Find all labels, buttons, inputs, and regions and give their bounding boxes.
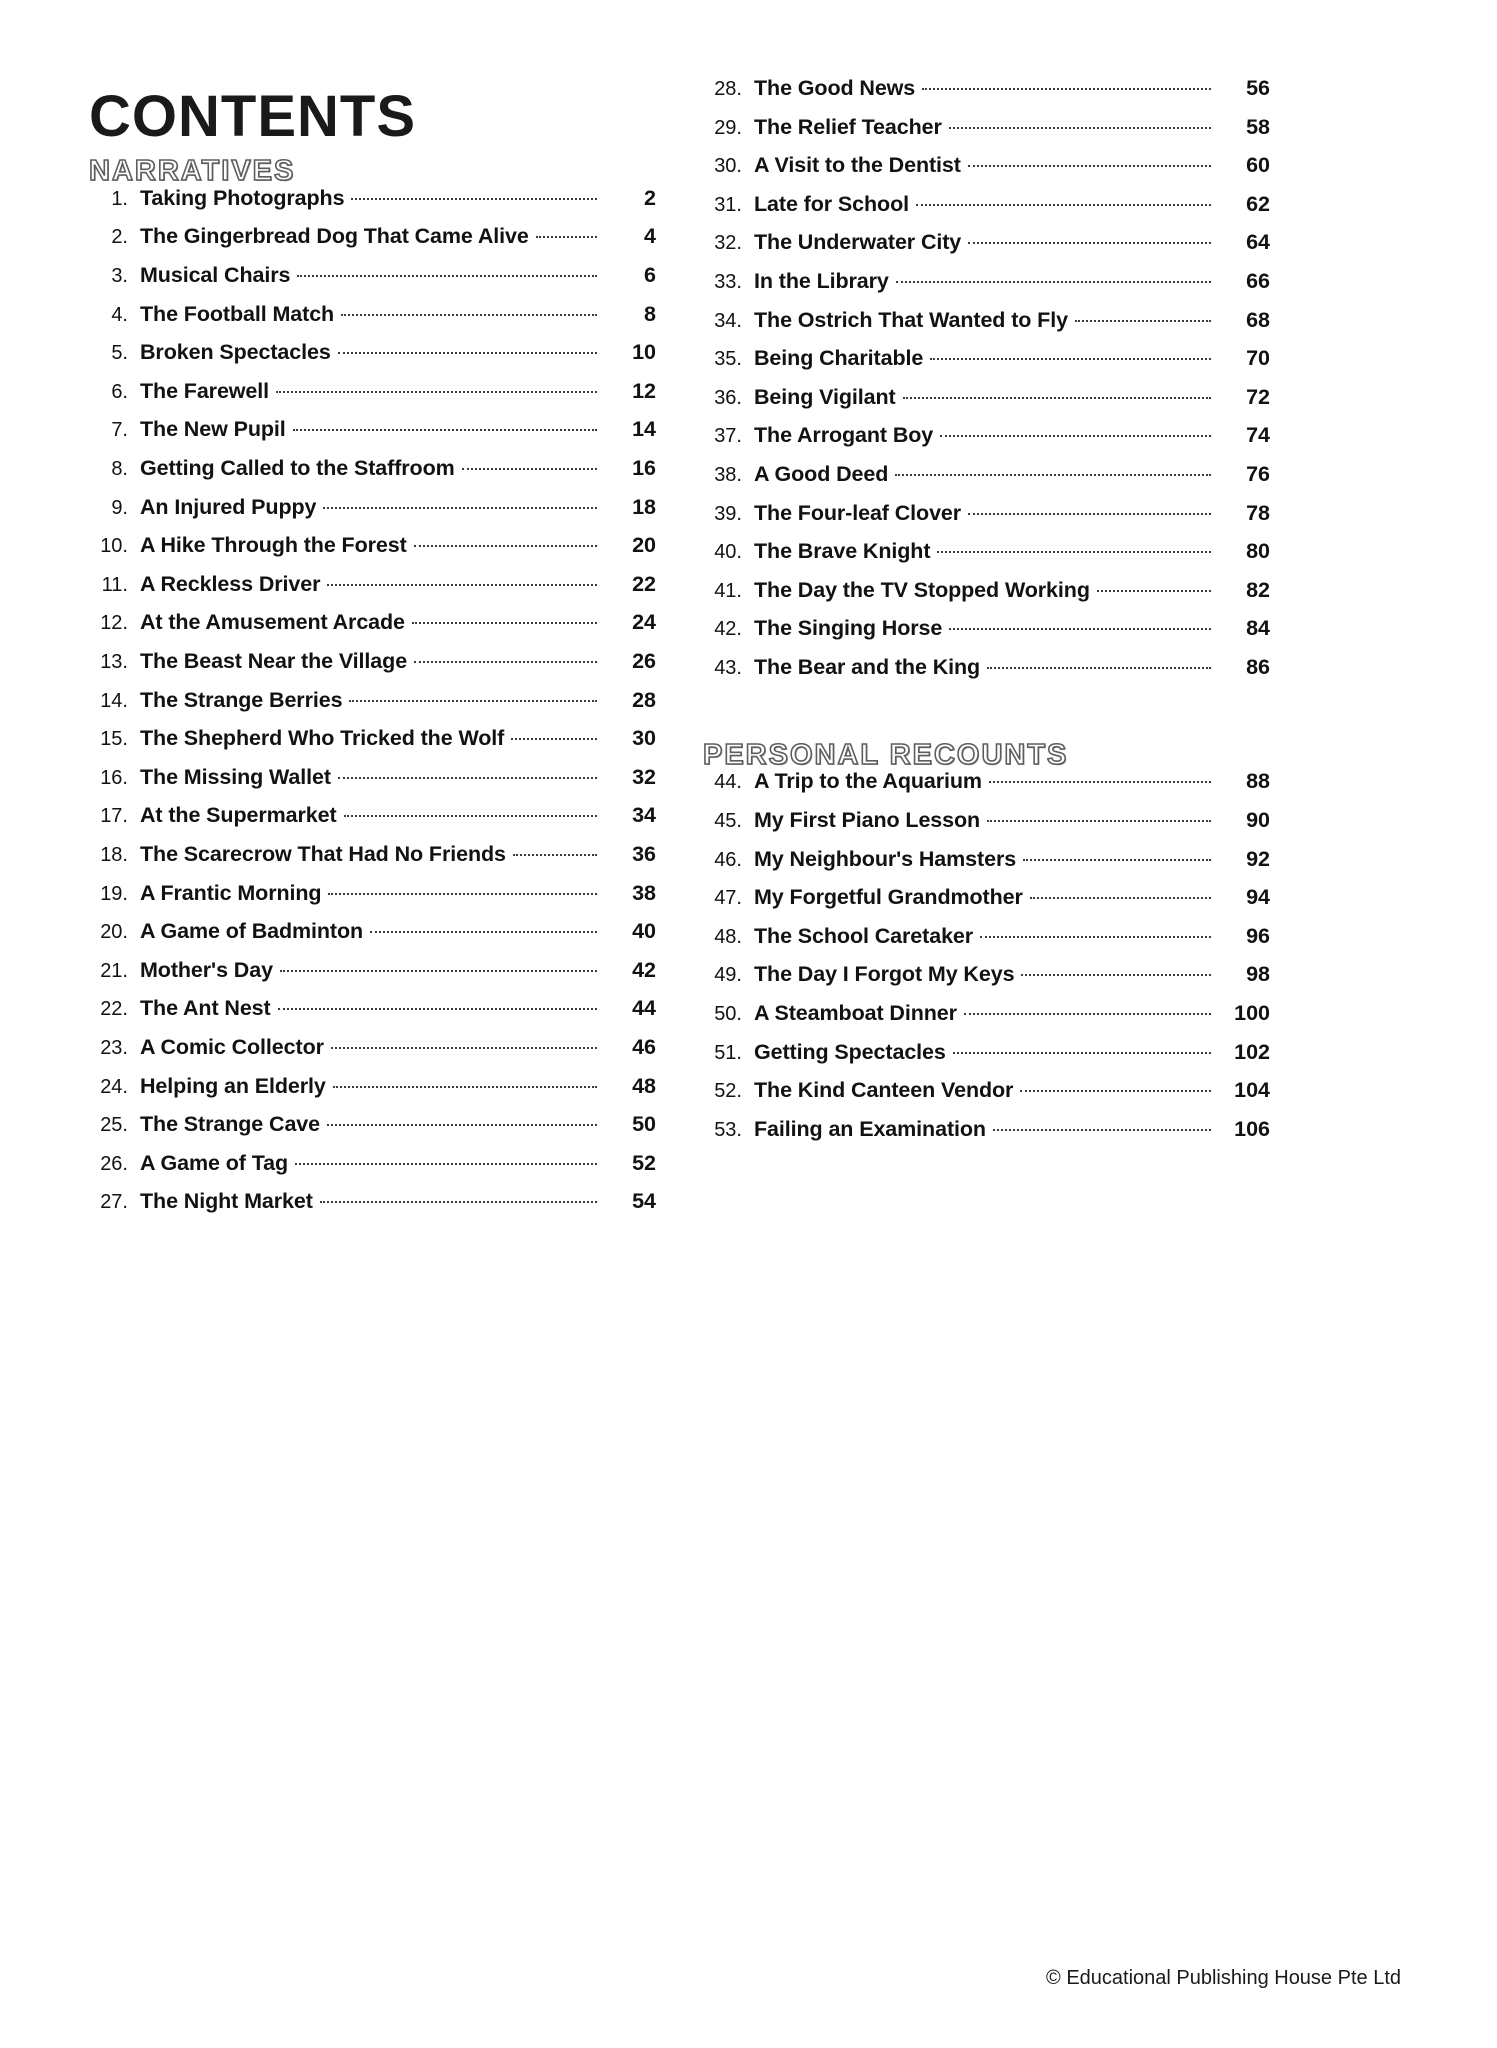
toc-entry[interactable] xyxy=(86,1150,656,1192)
toc-entry-title: Late for School xyxy=(754,191,909,216)
toc-entry-title: A Good Deed xyxy=(754,461,889,486)
toc-entry-title: In the Library xyxy=(754,268,889,293)
toc-entry-number: 26. xyxy=(100,1152,128,1175)
toc-entry-number: 17. xyxy=(100,805,128,828)
toc-leader-dots xyxy=(1020,1090,1211,1092)
toc-entry-title: At the Amusement Arcade xyxy=(140,610,405,635)
toc-entry-number: 42. xyxy=(714,618,742,641)
toc-entry-number: 10. xyxy=(100,535,128,558)
toc-entry-number: 46. xyxy=(714,848,742,871)
toc-entry[interactable] xyxy=(86,651,656,690)
toc-entry[interactable] xyxy=(86,805,656,844)
toc-entry-page-number: 72 xyxy=(1246,384,1270,409)
toc-leader-dots xyxy=(922,88,1211,90)
toc-leader-dots xyxy=(1021,974,1211,976)
toc-entry-page-number: 12 xyxy=(632,378,656,403)
toc-entry-number: 19. xyxy=(100,882,128,905)
toc-entry-page-number: 84 xyxy=(1246,616,1270,641)
toc-entry-page-number: 14 xyxy=(632,417,656,442)
toc-entry-title: The Four-leaf Clover xyxy=(754,500,962,525)
toc-entry-number: 28. xyxy=(714,78,742,100)
toc-entry-title: The Good News xyxy=(754,76,916,100)
toc-entry[interactable] xyxy=(86,226,656,265)
toc-entry-page-number: 36 xyxy=(632,841,656,866)
toc-entry-number: 34. xyxy=(714,309,742,332)
contents-columns xyxy=(86,78,1411,1230)
toc-entry-number: 21. xyxy=(100,959,128,982)
toc-entry-page-number: 90 xyxy=(1246,807,1270,832)
toc-entry-page-number: 18 xyxy=(632,494,656,519)
toc-entry-number: 53. xyxy=(714,1118,742,1141)
toc-entry[interactable] xyxy=(700,348,1270,387)
toc-entry-title: The Day I Forgot My Keys xyxy=(754,962,1015,987)
toc-entry[interactable] xyxy=(86,880,656,922)
toc-entry-title: A Visit to the Dentist xyxy=(754,153,961,178)
toc-entry[interactable] xyxy=(700,114,1270,156)
toc-entry-title: The Shepherd Who Tricked the Wolf xyxy=(140,726,505,751)
toc-entry-number: 50. xyxy=(714,1002,742,1025)
toc-entry[interactable] xyxy=(86,612,656,651)
toc-entry-number: 14. xyxy=(100,689,128,712)
toc-leader-dots xyxy=(993,1129,1211,1131)
toc-entry-title: A Trip to the Aquarium xyxy=(754,769,982,794)
toc-entry-page-number: 62 xyxy=(1246,191,1270,216)
toc-entry-title: The New Pupil xyxy=(140,417,286,442)
toc-entry-page-number: 26 xyxy=(632,649,656,674)
toc-entry-number: 3. xyxy=(111,265,128,288)
toc-entry-title: The Day the TV Stopped Working xyxy=(754,577,1090,602)
toc-leader-dots xyxy=(412,622,597,624)
toc-entry-number: 48. xyxy=(714,925,742,948)
toc-entry[interactable] xyxy=(86,378,656,420)
toc-leader-dots xyxy=(327,584,597,586)
toc-entry-page-number: 66 xyxy=(1246,268,1270,293)
toc-entry-page-number: 4 xyxy=(644,224,656,249)
toc-leader-dots xyxy=(930,358,1211,360)
toc-entry-title: The Farewell xyxy=(140,378,270,403)
toc-entry[interactable] xyxy=(700,384,1270,426)
toc-leader-dots xyxy=(987,667,1211,669)
toc-leader-dots xyxy=(989,781,1211,783)
toc-entry-number: 36. xyxy=(714,386,742,409)
toc-entry-number: 12. xyxy=(100,612,128,635)
toc-entry-title: Being Charitable xyxy=(754,346,924,371)
toc-entry-title: The Relief Teacher xyxy=(754,114,942,139)
section-heading-personal-recounts: PERSONAL RECOUNTS xyxy=(703,738,1069,771)
toc-entry-page-number: 74 xyxy=(1246,423,1270,448)
toc-entry-number: 33. xyxy=(714,270,742,293)
toc-entry-page-number: 96 xyxy=(1246,923,1270,948)
toc-entry-title: A Comic Collector xyxy=(140,1034,324,1059)
toc-entry-title: My First Piano Lesson xyxy=(754,807,981,832)
toc-entry-title: The Kind Canteen Vendor xyxy=(754,1078,1014,1103)
toc-entry-number: 52. xyxy=(714,1080,742,1103)
toc-entry-title: The Ant Nest xyxy=(140,996,271,1021)
toc-entry-number: 38. xyxy=(714,463,742,486)
toc-leader-dots xyxy=(278,1008,597,1010)
toc-entry[interactable] xyxy=(700,618,1270,657)
toc-entry-page-number: 28 xyxy=(632,687,656,712)
toc-leader-dots xyxy=(293,429,597,431)
toc-entry[interactable] xyxy=(86,301,656,343)
toc-entry-title: The Football Match xyxy=(140,301,335,326)
toc-entry-title: A Reckless Driver xyxy=(140,571,321,596)
toc-leader-dots xyxy=(903,397,1211,399)
toc-entry[interactable] xyxy=(86,1073,656,1115)
toc-entry[interactable] xyxy=(700,78,1270,117)
toc-entry[interactable] xyxy=(700,461,1270,503)
toc-entry-number: 24. xyxy=(100,1075,128,1098)
toc-entry[interactable] xyxy=(700,923,1270,965)
toc-entry-title: The School Caretaker xyxy=(754,923,974,948)
toc-entry-title: The Arrogant Boy xyxy=(754,423,934,448)
toc-entry[interactable] xyxy=(86,419,656,458)
toc-entry-page-number: 24 xyxy=(632,610,656,635)
toc-leader-dots xyxy=(280,970,597,972)
toc-leader-dots xyxy=(370,931,597,933)
toc-leader-dots xyxy=(937,551,1211,553)
toc-entry-number: 15. xyxy=(100,728,128,751)
toc-entry-page-number: 44 xyxy=(632,996,656,1021)
toc-entry-page-number: 6 xyxy=(644,263,656,288)
toc-entry-number: 7. xyxy=(111,419,128,442)
toc-leader-dots xyxy=(344,815,597,817)
toc-entry-title: The Singing Horse xyxy=(754,616,943,641)
toc-entry-page-number: 2 xyxy=(644,185,656,210)
left-column xyxy=(86,78,656,1230)
toc-entry[interactable] xyxy=(700,964,1270,1003)
toc-entry-number: 31. xyxy=(714,193,742,216)
toc-entry-number: 5. xyxy=(111,342,128,365)
toc-entry-page-number: 30 xyxy=(632,726,656,751)
toc-entry[interactable] xyxy=(700,268,1270,310)
toc-entry-title: A Game of Badminton xyxy=(140,919,364,944)
toc-leader-dots xyxy=(462,468,597,470)
toc-entry-number: 41. xyxy=(714,579,742,602)
toc-leader-dots xyxy=(511,738,597,740)
toc-entry[interactable] xyxy=(86,535,656,574)
toc-leader-dots xyxy=(414,661,597,663)
toc-leader-dots xyxy=(968,165,1211,167)
toc-leader-dots xyxy=(338,352,597,354)
toc-leader-dots xyxy=(964,1013,1211,1015)
toc-entry[interactable] xyxy=(700,771,1270,810)
toc-entry-title: Taking Photographs xyxy=(140,185,345,210)
toc-leader-dots xyxy=(895,474,1211,476)
toc-leader-dots xyxy=(320,1201,597,1203)
toc-entry-page-number: 48 xyxy=(632,1073,656,1098)
toc-entry-title: The Strange Cave xyxy=(140,1112,321,1137)
toc-entry-number: 23. xyxy=(100,1036,128,1059)
toc-entry-number: 43. xyxy=(714,656,742,679)
toc-entry-title: The Underwater City xyxy=(754,230,962,255)
toc-entry[interactable] xyxy=(700,654,1270,696)
toc-leader-dots xyxy=(323,507,597,509)
toc-entry-number: 40. xyxy=(714,541,742,564)
toc-entry-number: 13. xyxy=(100,651,128,674)
toc-leader-dots xyxy=(1097,590,1211,592)
toc-leader-dots xyxy=(1030,897,1211,899)
toc-entry-page-number: 8 xyxy=(644,301,656,326)
toc-entry-page-number: 42 xyxy=(632,957,656,982)
toc-entry[interactable] xyxy=(700,1000,1270,1042)
toc-entry[interactable] xyxy=(86,1034,656,1076)
toc-entry-page-number: 58 xyxy=(1246,114,1270,139)
toc-leader-dots xyxy=(331,1047,597,1049)
toc-entry[interactable] xyxy=(700,846,1270,888)
toc-entry[interactable] xyxy=(700,887,1270,926)
toc-entry-page-number: 22 xyxy=(632,571,656,596)
page-title: CONTENTS xyxy=(89,84,416,149)
toc-entry-page-number: 80 xyxy=(1246,539,1270,564)
toc-entry[interactable] xyxy=(700,1116,1270,1158)
toc-leader-dots xyxy=(940,435,1211,437)
toc-entry[interactable] xyxy=(86,185,656,227)
toc-entry-page-number: 86 xyxy=(1246,654,1270,679)
toc-leader-dots xyxy=(916,204,1211,206)
toc-entry-number: 22. xyxy=(100,998,128,1021)
toc-leader-dots xyxy=(338,777,597,779)
toc-entry-title: A Frantic Morning xyxy=(140,880,322,905)
toc-entry-number: 29. xyxy=(714,116,742,139)
toc-entry[interactable] xyxy=(86,921,656,960)
toc-entry[interactable] xyxy=(700,541,1270,580)
toc-entry-title: My Forgetful Grandmother xyxy=(754,885,1023,910)
toc-entry-number: 20. xyxy=(100,921,128,944)
toc-entry[interactable] xyxy=(700,191,1270,233)
toc-entry-page-number: 70 xyxy=(1246,346,1270,371)
toc-entry-number: 2. xyxy=(111,226,128,249)
toc-entry-page-number: 46 xyxy=(632,1034,656,1059)
toc-entry-number: 30. xyxy=(714,155,742,178)
toc-entry[interactable] xyxy=(86,728,656,767)
toc-entry-number: 9. xyxy=(111,496,128,519)
toc-entry-page-number: 88 xyxy=(1246,769,1270,794)
toc-entry-page-number: 100 xyxy=(1234,1000,1270,1025)
toc-entry[interactable] xyxy=(700,155,1270,194)
toc-entry[interactable] xyxy=(700,500,1270,542)
toc-leader-dots xyxy=(276,391,597,393)
toc-entry-page-number: 60 xyxy=(1246,153,1270,178)
toc-leader-dots xyxy=(953,1052,1211,1054)
toc-entry-title: The Missing Wallet xyxy=(140,764,331,789)
toc-entry-number: 18. xyxy=(100,843,128,866)
toc-leader-dots xyxy=(297,275,597,277)
toc-entry-page-number: 68 xyxy=(1246,307,1270,332)
toc-entry[interactable] xyxy=(700,1039,1270,1081)
toc-leader-dots xyxy=(980,936,1211,938)
right-column xyxy=(700,78,1270,1230)
toc-entry-number: 37. xyxy=(714,425,742,448)
toc-leader-dots xyxy=(327,1124,597,1126)
toc-entry[interactable] xyxy=(86,458,656,497)
toc-entry-number: 8. xyxy=(111,458,128,481)
toc-entry-title: A Game of Tag xyxy=(140,1150,289,1175)
toc-entry-number: 51. xyxy=(714,1041,742,1064)
toc-entry-page-number: 54 xyxy=(632,1189,656,1214)
toc-entry-number: 39. xyxy=(714,502,742,525)
toc-entry-title: Getting Spectacles xyxy=(754,1039,946,1064)
toc-entry-number: 49. xyxy=(714,964,742,987)
toc-entry[interactable] xyxy=(86,1114,656,1153)
toc-leader-dots xyxy=(1075,320,1211,322)
toc-leader-dots xyxy=(536,236,597,238)
toc-leader-dots xyxy=(896,281,1211,283)
toc-entry-title: The Strange Berries xyxy=(140,687,343,712)
toc-leader-dots xyxy=(351,198,597,200)
toc-leader-dots xyxy=(414,545,597,547)
toc-entry-number: 16. xyxy=(100,766,128,789)
toc-leader-dots xyxy=(949,628,1211,630)
toc-entry-page-number: 16 xyxy=(632,456,656,481)
toc-leader-dots xyxy=(968,513,1211,515)
toc-entry-number: 4. xyxy=(111,303,128,326)
toc-entry-page-number: 82 xyxy=(1246,577,1270,602)
toc-entry[interactable] xyxy=(700,425,1270,464)
toc-entry-title: The Beast Near the Village xyxy=(140,649,408,674)
toc-leader-dots xyxy=(513,854,597,856)
toc-entry-title: An Injured Puppy xyxy=(140,494,317,519)
toc-entry-page-number: 20 xyxy=(632,533,656,558)
toc-entry-title: My Neighbour's Hamsters xyxy=(754,846,1017,871)
toc-leader-dots xyxy=(968,242,1211,244)
toc-entry-title: The Gingerbread Dog That Came Alive xyxy=(140,224,529,249)
toc-entry-number: 47. xyxy=(714,887,742,910)
toc-entry[interactable] xyxy=(86,764,656,806)
toc-leader-dots xyxy=(341,314,597,316)
toc-entry[interactable] xyxy=(86,998,656,1037)
toc-entry-title: At the Supermarket xyxy=(140,803,337,828)
toc-entry-title: Mother's Day xyxy=(140,957,273,982)
toc-entry-title: The Scarecrow That Had No Friends xyxy=(140,841,506,866)
toc-list-narratives-left xyxy=(86,185,656,1230)
toc-entry-number: 25. xyxy=(100,1114,128,1137)
section-heading-narratives: NARRATIVES xyxy=(89,155,296,187)
toc-entry[interactable] xyxy=(86,494,656,536)
toc-entry-title: A Steamboat Dinner xyxy=(754,1000,957,1025)
toc-entry-number: 35. xyxy=(714,348,742,371)
toc-entry-page-number: 50 xyxy=(632,1112,656,1137)
toc-entry-page-number: 104 xyxy=(1234,1078,1270,1103)
toc-leader-dots xyxy=(333,1086,597,1088)
toc-entry-page-number: 32 xyxy=(632,764,656,789)
toc-entry-title: Failing an Examination xyxy=(754,1116,986,1141)
section-spacer xyxy=(700,696,1270,730)
toc-entry-page-number: 106 xyxy=(1234,1116,1270,1141)
toc-entry-title: Getting Called to the Staffroom xyxy=(140,456,455,481)
toc-entry-page-number: 64 xyxy=(1246,230,1270,255)
toc-entry-number: 11. xyxy=(101,573,128,596)
toc-entry-title: Helping an Elderly xyxy=(140,1073,326,1098)
toc-entry[interactable] xyxy=(700,577,1270,619)
toc-entry-page-number: 40 xyxy=(632,919,656,944)
toc-entry-title: The Brave Knight xyxy=(754,539,931,564)
toc-entry-number: 27. xyxy=(100,1191,128,1214)
toc-entry[interactable] xyxy=(86,1191,656,1230)
toc-entry[interactable] xyxy=(86,265,656,304)
toc-entry-title: The Ostrich That Wanted to Fly xyxy=(754,307,1068,332)
toc-entry-number: 44. xyxy=(714,771,742,794)
toc-entry-number: 1. xyxy=(111,187,128,210)
toc-entry-page-number: 56 xyxy=(1246,76,1270,100)
toc-entry[interactable] xyxy=(86,571,656,613)
toc-entry[interactable] xyxy=(700,1080,1270,1119)
toc-entry-title: Being Vigilant xyxy=(754,384,896,409)
toc-entry-title: Musical Chairs xyxy=(140,263,291,288)
toc-list-personal-recounts xyxy=(700,771,1270,1157)
toc-entry[interactable] xyxy=(86,342,656,381)
toc-entry[interactable] xyxy=(86,687,656,729)
toc-list-narratives-right xyxy=(700,78,1270,696)
toc-entry-page-number: 94 xyxy=(1246,885,1270,910)
toc-entry-page-number: 78 xyxy=(1246,500,1270,525)
toc-entry[interactable] xyxy=(700,807,1270,849)
toc-entry-page-number: 92 xyxy=(1246,846,1270,871)
toc-entry-page-number: 34 xyxy=(632,803,656,828)
copyright-footer: © Educational Publishing House Pte Ltd xyxy=(1046,1967,1401,1989)
toc-entry-page-number: 98 xyxy=(1246,962,1270,987)
toc-leader-dots xyxy=(1023,859,1211,861)
toc-entry-page-number: 52 xyxy=(632,1150,656,1175)
toc-leader-dots xyxy=(987,820,1211,822)
toc-entry[interactable] xyxy=(700,232,1270,271)
toc-entry-number: 32. xyxy=(714,232,742,255)
toc-entry-title: Broken Spectacles xyxy=(140,340,331,365)
toc-entry-page-number: 38 xyxy=(632,880,656,905)
toc-entry-title: The Night Market xyxy=(140,1189,313,1214)
toc-entry-title: A Hike Through the Forest xyxy=(140,533,407,558)
toc-entry-number: 45. xyxy=(714,809,742,832)
toc-entry-page-number: 102 xyxy=(1234,1039,1270,1064)
toc-leader-dots xyxy=(328,893,597,895)
toc-entry[interactable] xyxy=(86,841,656,883)
toc-entry-page-number: 10 xyxy=(632,340,656,365)
toc-leader-dots xyxy=(349,700,597,702)
toc-entry[interactable] xyxy=(700,307,1270,349)
toc-entry-title: The Bear and the King xyxy=(754,654,981,679)
toc-entry-page-number: 76 xyxy=(1246,461,1270,486)
toc-entry[interactable] xyxy=(86,957,656,999)
toc-leader-dots xyxy=(949,127,1211,129)
toc-leader-dots xyxy=(295,1163,597,1165)
toc-entry-number: 6. xyxy=(111,380,128,403)
